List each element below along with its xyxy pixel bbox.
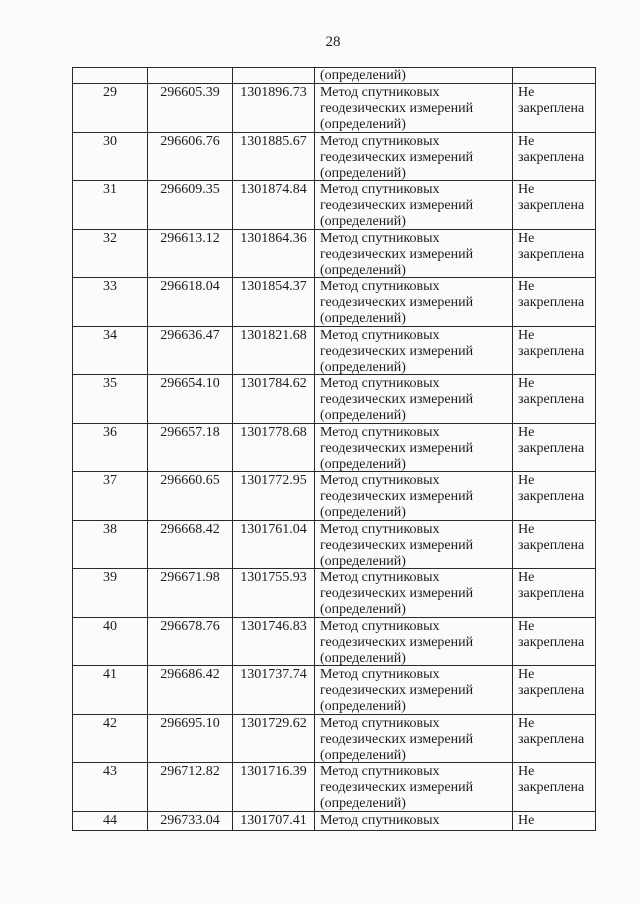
cell-status [513,763,595,811]
cell-method-text: (определений) [320,747,406,762]
cell-status-text: Не [518,521,535,537]
cell-x-coordinate [148,327,233,375]
cell-y-coordinate [233,375,315,423]
cell-x-coordinate-text: 296657.18 [160,424,220,440]
cell-point-number-text: 35 [103,376,117,391]
cell-x-coordinate-text: 296660.65 [160,473,220,488]
table-row [73,84,595,133]
cell-y-coordinate-text: 1301821.68 [240,327,307,343]
cell-method-text: Метод спутниковых [320,618,440,634]
cell-point-number-text: 34 [103,327,117,343]
cell-point-number [73,133,148,181]
cell-y-coordinate [233,278,315,326]
cell-method-text: Метод спутниковых [320,570,440,585]
cell-x-coordinate [148,424,233,472]
cell-status-text: Не [518,85,535,100]
cell-method-text: (определений) [320,359,406,374]
cell-method [315,763,513,811]
cell-point-number-text: 30 [103,133,117,149]
cell-x-coordinate [148,812,233,830]
cell-x-coordinate [148,84,233,132]
cell-method [315,812,513,830]
cell-method-text: геодезических измерений [320,586,474,601]
cell-method-text: геодезических измерений [320,634,474,650]
cell-point-number [73,278,148,326]
cell-status-text: Не [518,667,535,682]
cell-method [315,68,513,83]
cell-y-coordinate-text: 1301874.84 [240,182,307,197]
cell-status-text: Не [518,230,535,246]
cell-method-text: (определений) [320,602,406,617]
cell-y-coordinate-text: 1301737.74 [240,667,307,682]
cell-x-coordinate [148,230,233,278]
table-row [73,472,595,521]
cell-point-number-text: 33 [103,279,117,294]
cell-method-text: (определений) [320,650,406,665]
cell-y-coordinate [233,569,315,617]
table-row-partial [73,812,595,830]
cell-method [315,618,513,666]
cell-method-text: Метод спутниковых [320,667,440,682]
cell-y-coordinate-text: 1301896.73 [240,85,307,100]
cell-status-text: закреплена [518,537,585,553]
cell-status [513,84,595,132]
cell-x-coordinate [148,715,233,763]
cell-point-number [73,181,148,229]
cell-status-text: Не [518,424,535,440]
table-row [73,763,595,812]
cell-status [513,812,595,830]
cell-method-text: геодезических измерений [320,537,474,553]
cell-point-number [73,327,148,375]
cell-method-text: геодезических измерений [320,246,474,262]
cell-y-coordinate [233,812,315,830]
cell-status-text: Не [518,570,535,585]
cell-y-coordinate [233,666,315,714]
cell-x-coordinate-text: 296695.10 [160,715,220,731]
cell-status-text: закреплена [518,634,585,650]
cell-method-text: (определений) [320,117,406,132]
cell-y-coordinate [233,230,315,278]
cell-y-coordinate-text: 1301885.67 [240,133,307,149]
cell-status [513,133,595,181]
cell-status [513,68,595,83]
cell-x-coordinate-text: 296605.39 [160,85,220,100]
table-row [73,327,595,376]
cell-method-text: геодезических измерений [320,392,474,407]
cell-point-number-text: 36 [103,424,117,440]
cell-method-text: Метод спутниковых [320,182,440,197]
cell-y-coordinate-text: 1301755.93 [240,570,307,585]
cell-method-text: (определений) [320,214,406,229]
cell-y-coordinate [233,521,315,569]
cell-status-text: закреплена [518,683,585,698]
cell-method-text: геодезических измерений [320,731,474,747]
table-row [73,424,595,473]
cell-x-coordinate-text: 296678.76 [160,618,220,634]
table-row [73,375,595,424]
cell-x-coordinate-text: 296606.76 [160,133,220,149]
cell-point-number-text: 29 [103,85,117,100]
cell-status [513,230,595,278]
cell-point-number-text: 42 [103,715,117,731]
cell-y-coordinate-text: 1301784.62 [240,376,307,391]
cell-y-coordinate [233,472,315,520]
cell-x-coordinate-text: 296712.82 [160,764,220,779]
cell-y-coordinate [233,715,315,763]
cell-status-text: Не [518,182,535,197]
cell-y-coordinate [233,133,315,181]
cell-status-text: закреплена [518,246,585,262]
cell-point-number-text: 38 [103,521,117,537]
cell-method [315,424,513,472]
cell-point-number-text: 39 [103,570,117,585]
cell-point-number [73,812,148,830]
cell-point-number-text: 32 [103,230,117,246]
cell-method-text: (определений) [320,505,406,520]
cell-x-coordinate-text: 296613.12 [160,230,220,246]
cell-point-number [73,715,148,763]
table-row [73,618,595,667]
cell-status-text: Не [518,327,535,343]
cell-method [315,84,513,132]
cell-status-text: Не [518,279,535,294]
cell-y-coordinate-text: 1301707.41 [240,812,307,828]
cell-y-coordinate-text: 1301716.39 [240,764,307,779]
cell-x-coordinate [148,521,233,569]
cell-y-coordinate [233,84,315,132]
cell-status-text: закреплена [518,343,585,359]
cell-y-coordinate [233,181,315,229]
cell-x-coordinate [148,618,233,666]
cell-point-number-text: 43 [103,764,117,779]
cell-method [315,181,513,229]
cell-x-coordinate [148,569,233,617]
cell-point-number [73,375,148,423]
cell-method-text: Метод спутниковых [320,279,440,294]
cell-method-text: Метод спутниковых [320,424,440,440]
cell-status-text: Не [518,376,535,391]
table-row [73,666,595,715]
cell-method-text: (определений) [320,68,406,83]
cell-status-text: Не [518,812,535,828]
cell-x-coordinate [148,763,233,811]
cell-method-text: (определений) [320,699,406,714]
cell-status-text: Не [518,133,535,149]
cell-y-coordinate-text: 1301729.62 [240,715,307,731]
cell-x-coordinate [148,375,233,423]
cell-status-text: закреплена [518,586,585,601]
cell-method-text: Метод спутниковых [320,327,440,343]
cell-x-coordinate [148,133,233,181]
cell-y-coordinate-text: 1301864.36 [240,230,307,246]
table-row-continued [73,68,595,84]
table-row [73,230,595,279]
cell-status [513,375,595,423]
table-row [73,181,595,230]
cell-method [315,133,513,181]
cell-method-text: геодезических измерений [320,440,474,456]
cell-method-text: Метод спутниковых [320,715,440,731]
table-row [73,133,595,182]
cell-status-text: закреплена [518,392,585,407]
cell-method-text: (определений) [320,165,406,180]
cell-status-text: Не [518,473,535,488]
cell-y-coordinate-text: 1301778.68 [240,424,307,440]
cell-y-coordinate-text: 1301746.83 [240,618,307,634]
cell-method [315,521,513,569]
cell-method-text: геодезических измерений [320,101,474,116]
cell-point-number [73,424,148,472]
cell-method-text: Метод спутниковых [320,473,440,488]
cell-method-text: (определений) [320,311,406,326]
cell-method [315,666,513,714]
cell-method [315,375,513,423]
cell-x-coordinate-text: 296618.04 [160,279,220,294]
table-row [73,569,595,618]
cell-method-text: Метод спутниковых [320,133,440,149]
cell-status [513,278,595,326]
cell-method-text: (определений) [320,796,406,811]
cell-x-coordinate-text: 296671.98 [160,570,220,585]
cell-status-text: закреплена [518,295,585,310]
cell-method [315,327,513,375]
page-number: 28 [325,34,341,50]
cell-y-coordinate-text: 1301772.95 [240,473,307,488]
table-row [73,715,595,764]
cell-x-coordinate-text: 296609.35 [160,182,220,197]
cell-status [513,666,595,714]
cell-point-number [73,230,148,278]
cell-point-number [73,472,148,520]
cell-method-text: геодезических измерений [320,780,474,795]
cell-method-text: Метод спутниковых [320,230,440,246]
cell-point-number [73,618,148,666]
cell-point-number [73,666,148,714]
cell-y-coordinate [233,327,315,375]
cell-status [513,327,595,375]
cell-status-text: закреплена [518,149,585,165]
cell-y-coordinate [233,68,315,83]
cell-x-coordinate-text: 296654.10 [160,376,220,391]
cell-point-number-text: 37 [103,473,117,488]
table-row [73,278,595,327]
cell-status [513,569,595,617]
cell-status-text: Не [518,715,535,731]
cell-point-number-text: 44 [103,812,117,828]
cell-method-text: Метод спутниковых [320,812,440,828]
cell-point-number [73,84,148,132]
cell-status [513,472,595,520]
cell-method-text: Метод спутниковых [320,376,440,391]
cell-method-text: (определений) [320,456,406,471]
cell-status [513,424,595,472]
cell-y-coordinate-text: 1301854.37 [240,279,307,294]
cell-method-text: Метод спутниковых [320,521,440,537]
cell-point-number [73,763,148,811]
cell-method-text: (определений) [320,553,406,568]
cell-status-text: закреплена [518,440,585,456]
cell-x-coordinate-text: 296636.47 [160,327,220,343]
cell-x-coordinate [148,181,233,229]
cell-method-text: Метод спутниковых [320,764,440,779]
cell-point-number-text: 41 [103,667,117,682]
cell-y-coordinate [233,763,315,811]
cell-method-text: геодезических измерений [320,198,474,213]
cell-x-coordinate [148,666,233,714]
cell-method-text: геодезических измерений [320,149,474,165]
cell-method [315,472,513,520]
cell-point-number-text: 31 [103,182,117,197]
cell-status [513,618,595,666]
cell-point-number [73,68,148,83]
cell-status [513,181,595,229]
cell-method [315,230,513,278]
cell-status [513,715,595,763]
cell-method [315,569,513,617]
cell-x-coordinate [148,472,233,520]
cell-method [315,278,513,326]
coordinates-table [72,67,596,831]
cell-x-coordinate [148,278,233,326]
cell-method-text: геодезических измерений [320,295,474,310]
cell-status-text: закреплена [518,198,585,213]
cell-status-text: закреплена [518,731,585,747]
cell-y-coordinate [233,424,315,472]
cell-x-coordinate-text: 296668.42 [160,521,220,537]
cell-method [315,715,513,763]
cell-point-number [73,569,148,617]
cell-method-text: (определений) [320,408,406,423]
cell-status-text: закреплена [518,780,585,795]
cell-x-coordinate-text: 296733.04 [160,812,220,828]
cell-point-number [73,521,148,569]
cell-status-text: Не [518,764,535,779]
cell-status-text: закреплена [518,101,585,116]
cell-y-coordinate [233,618,315,666]
cell-x-coordinate [148,68,233,83]
cell-status [513,521,595,569]
cell-x-coordinate-text: 296686.42 [160,667,220,682]
cell-status-text: закреплена [518,489,585,504]
cell-method-text: геодезических измерений [320,489,474,504]
cell-method-text: геодезических измерений [320,683,474,698]
cell-point-number-text: 40 [103,618,117,634]
table-row [73,521,595,570]
cell-method-text: Метод спутниковых [320,85,440,100]
cell-y-coordinate-text: 1301761.04 [240,521,307,537]
cell-method-text: (определений) [320,262,406,277]
cell-method-text: геодезических измерений [320,343,474,359]
cell-status-text: Не [518,618,535,634]
